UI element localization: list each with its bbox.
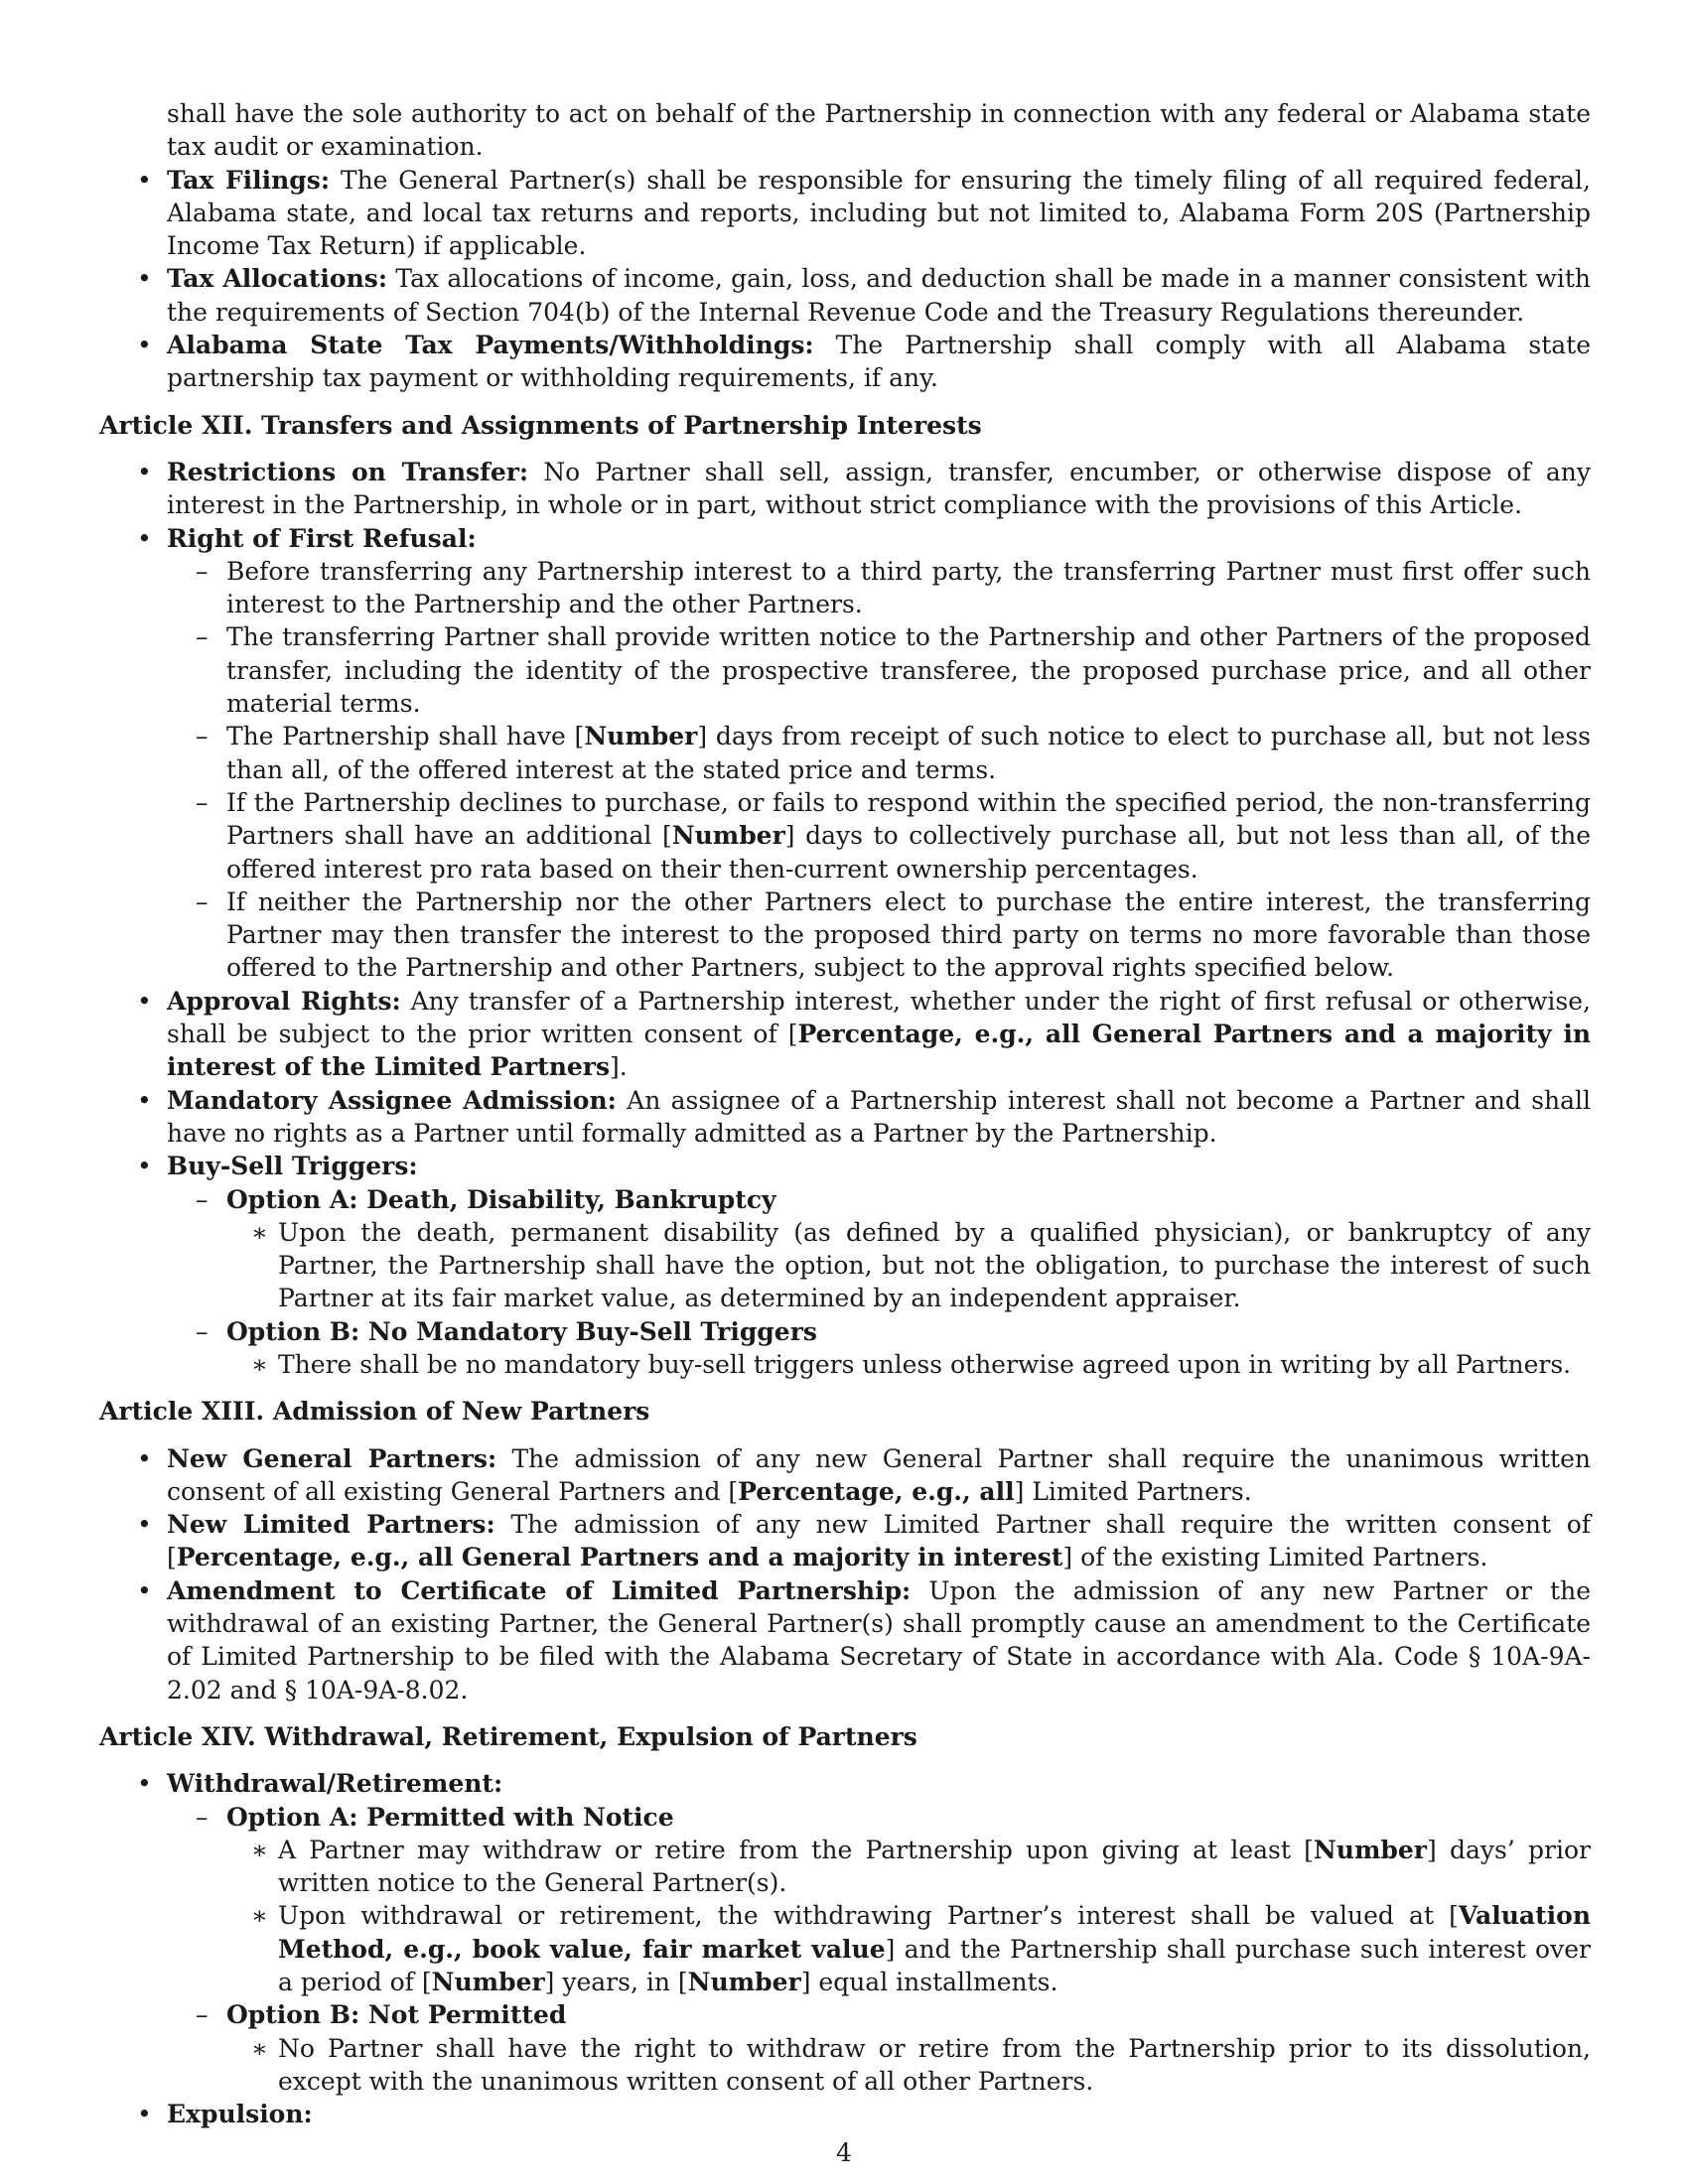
continued-paragraph: shall have the sole authority to act on behalf of the Partnership in connection with any federal or Alabama state tax audit or examination. (167, 99, 1591, 162)
sub-sub-item: ∗ A Partner may withdraw or retire from the Partnership upon giving at least [Number] days’ prior written notice to the General Partner(s). (226, 1834, 1591, 1900)
section-heading-article-xiv: Article XIV. Withdrawal, Retirement, Expulsion of Partners (99, 1721, 917, 1751)
sub-item: – Option A: Death, Disability, Bankruptcy ∗ Upon the death, permanent disability (as defined by a qualified physician), or bankruptcy of any Partner, the Partnership shall have the option, but not the obligation, to purchase the interest of such Partner at its fair market value, as determined by an independent appraiser. (167, 1183, 1591, 1315)
list-item: • Buy-Sell Triggers: – Option A: Death, Disability, Bankruptcy ∗ Upon the death, permanent disability (as defined by a qualified physician), or bankruptcy of any Partner, the Partnership shall have the option, but not the obligation, to purchase the interest of such Partner at its fair market value, as determined by an independent appraiser. – Option B: No Mandatory Buy-Sell Triggers ∗ There shall be no mandatory buy-sell triggers unless otherwise agreed upon in writing by all Partners. (99, 1150, 1591, 1381)
list-item: • Restrictions on Transfer: No Partner shall sell, assign, transfer, encumber, or otherwise dispose of any interest in the Partnership, in whole or in part, without strict compliance with the provisions of this Article. (99, 456, 1591, 522)
term: Tax Filings: (167, 165, 331, 195)
list-item: • Expulsion: (99, 2098, 1591, 2130)
article-xiii-list (99, 1442, 1591, 1706)
list-item: • Approval Rights: Any transfer of a Partnership interest, whether under the right of first refusal or otherwise, shall be subject to the prior written consent of [Percentage, e.g., all General Partners and a majority in interest of the Limited Partners]. (99, 985, 1591, 1084)
document-page (99, 97, 1591, 2131)
list-item: • Withdrawal/Retirement: – Option A: Permitted with Notice ∗ A Partner may withdraw or retire from the Partnership upon giving at least [Number] days’ prior written notice to the General Partner(s). ∗ Upon withdrawal or retirement, the withdrawing Partner’s interest shall be valued at [Valuation Method, e.g., book value, fair market value] and the Partnership shall purchase such interest over a period of [Number] years, in [Number] equal installments. – Option B: Not Permitted ∗ No Partner shall have the right to withdraw or retire from the Partnership prior to its dissolution, except with the unanimous written consent of all other Partners. (99, 1767, 1591, 2098)
sub-item: – The Partnership shall have [Number] days from receipt of such notice to elect to purchase all, but not less than all, of the offered interest at the stated price and terms. (167, 720, 1591, 786)
term: Tax Allocations: (167, 264, 388, 294)
sub-sub-list (226, 1348, 1591, 1381)
list-item: • New General Partners: The admission of any new General Partner shall require the unanimous written consent of all existing General Partners and [Percentage, e.g., all] Limited Partners. (99, 1442, 1591, 1509)
sub-item: – Option B: Not Permitted ∗ No Partner shall have the right to withdraw or retire from the Partnership prior to its dissolution, except with the unanimous written consent of all other Partners. (167, 1998, 1591, 2098)
sub-item: – If the Partnership declines to purchase, or fails to respond within the specified period, the non-transferring Partners shall have an additional [Number] days to collectively purchase all, but not less than all, of the offered interest pro rata based on their then-current ownership percentages. (167, 786, 1591, 886)
sub-sub-item: ∗ Upon withdrawal or retirement, the withdrawing Partner’s interest shall be valued at [Valuation Method, e.g., book value, fair market value] and the Partnership shall purchase such interest over a period of [Number] years, in [Number] equal installments. (226, 1899, 1591, 1998)
list-item: • Mandatory Assignee Admission: An assignee of a Partnership interest shall not become a Partner and shall have no rights as a Partner until formally admitted as a Partner by the Partnership. (99, 1084, 1591, 1151)
list-item: • New Limited Partners: The admission of any new Limited Partner shall require the written consent of [Percentage, e.g., all General Partners and a majority in interest] of the existing Limited Partners. (99, 1508, 1591, 1574)
list-item: • Amendment to Certificate of Limited Partnership: Upon the admission of any new Partner or the withdrawal of an existing Partner, the General Partner(s) shall promptly cause an amendment to the Certificate of Limited Partnership to be filed with the Alabama Secretary of State in accordance with Ala. Code § 10A-9A-2.02 and § 10A-9A-8.02. (99, 1574, 1591, 1706)
sub-item: – Option A: Permitted with Notice ∗ A Partner may withdraw or retire from the Partnership upon giving at least [Number] days’ prior written notice to the General Partner(s). ∗ Upon withdrawal or retirement, the withdrawing Partner’s interest shall be valued at [Valuation Method, e.g., book value, fair market value] and the Partnership shall purchase such interest over a period of [Number] years, in [Number] equal installments. (167, 1801, 1591, 1999)
sub-list (167, 1801, 1591, 2099)
sub-list (167, 555, 1591, 985)
sub-list (167, 1183, 1591, 1382)
page-number: 4 (836, 2138, 852, 2167)
sub-item: – The transferring Partner shall provide written notice to the Partnership and other Partners of the proposed transfer, including the identity of the prospective transferee, the proposed purchase price, and all other material terms. (167, 620, 1591, 720)
article-xiv-list (99, 1767, 1591, 2130)
sub-item: – Before transferring any Partnership interest to a third party, the transferring Partner must first offer such interest to the Partnership and the other Partners. (167, 555, 1591, 621)
sub-sub-list (226, 1834, 1591, 1998)
sub-sub-item: ∗ No Partner shall have the right to withdraw or retire from the Partnership prior to its dissolution, except with the unanimous written consent of all other Partners. (226, 2032, 1591, 2099)
sub-sub-list (226, 2032, 1591, 2099)
list-item: • Tax Allocations: Tax allocations of income, gain, loss, and deduction shall be made in a manner consistent with the requirements of Section 704(b) of the Internal Revenue Code and the Treasury Regulations thereunder. (99, 262, 1591, 329)
sub-sub-list (226, 1216, 1591, 1315)
sub-item: – If neither the Partnership nor the other Partners elect to purchase the entire interest, the transferring Partner may then transfer the interest to the proposed third party on terms no more favorable than those offered to the Partnership and other Partners, subject to the approval rights specified below. (167, 886, 1591, 985)
section-heading-article-xii: Article XII. Transfers and Assignments of Partnership Interests (99, 410, 982, 440)
article-xii-list (99, 456, 1591, 1381)
list-item: • Alabama State Tax Payments/Withholdings: The Partnership shall comply with all Alabama state partnership tax payment or withholding requirements, if any. (99, 329, 1591, 395)
sub-sub-item: ∗ Upon the death, permanent disability (as defined by a qualified physician), or bankruptcy of any Partner, the Partnership shall have the option, but not the obligation, to purchase the interest of such Partner at its fair market value, as determined by an independent appraiser. (226, 1216, 1591, 1315)
sub-item: – Option B: No Mandatory Buy-Sell Triggers ∗ There shall be no mandatory buy-sell triggers unless otherwise agreed upon in writing by all Partners. (167, 1315, 1591, 1382)
section-heading-article-xiii: Article XIII. Admission of New Partners (99, 1397, 650, 1427)
sub-sub-item: ∗ There shall be no mandatory buy-sell triggers unless otherwise agreed upon in writing by all Partners. (226, 1348, 1591, 1381)
tax-list (99, 164, 1591, 395)
list-item: • Tax Filings: The General Partner(s) shall be responsible for ensuring the timely filing of all required federal, Alabama state, and local tax returns and reports, including but not limited to, Alabama Form 20S (Partnership Income Tax Return) if applicable. (99, 164, 1591, 263)
term: Alabama State Tax Payments/Withholdings: (167, 331, 814, 360)
list-item: • Right of First Refusal: – Before transferring any Partnership interest to a third party, the transferring Partner must first offer such interest to the Partnership and the other Partners. – The transferring Partner shall provide written notice to the Partnership and other Partners of the proposed transfer, including the identity of the prospective transferee, the proposed purchase price, and all other material terms. – The Partnership shall have [Number] days from receipt of such notice to elect to purchase all, but not less than all, of the offered interest at the stated price and terms. – If the Partnership declines to purchase, or fails to respond within the specified period, the non-transferring Partners shall have an additional [Number] days to collectively purchase all, but not less than all, of the offered interest pro rata based on their then-current ownership percentages. – If neither the Partnership nor the other Partners elect to purchase the entire interest, the transferring Partner may then transfer the interest to the proposed third party on terms no more favorable than those offered to the Partnership and other Partners, subject to the approval rights specified below. (99, 522, 1591, 985)
